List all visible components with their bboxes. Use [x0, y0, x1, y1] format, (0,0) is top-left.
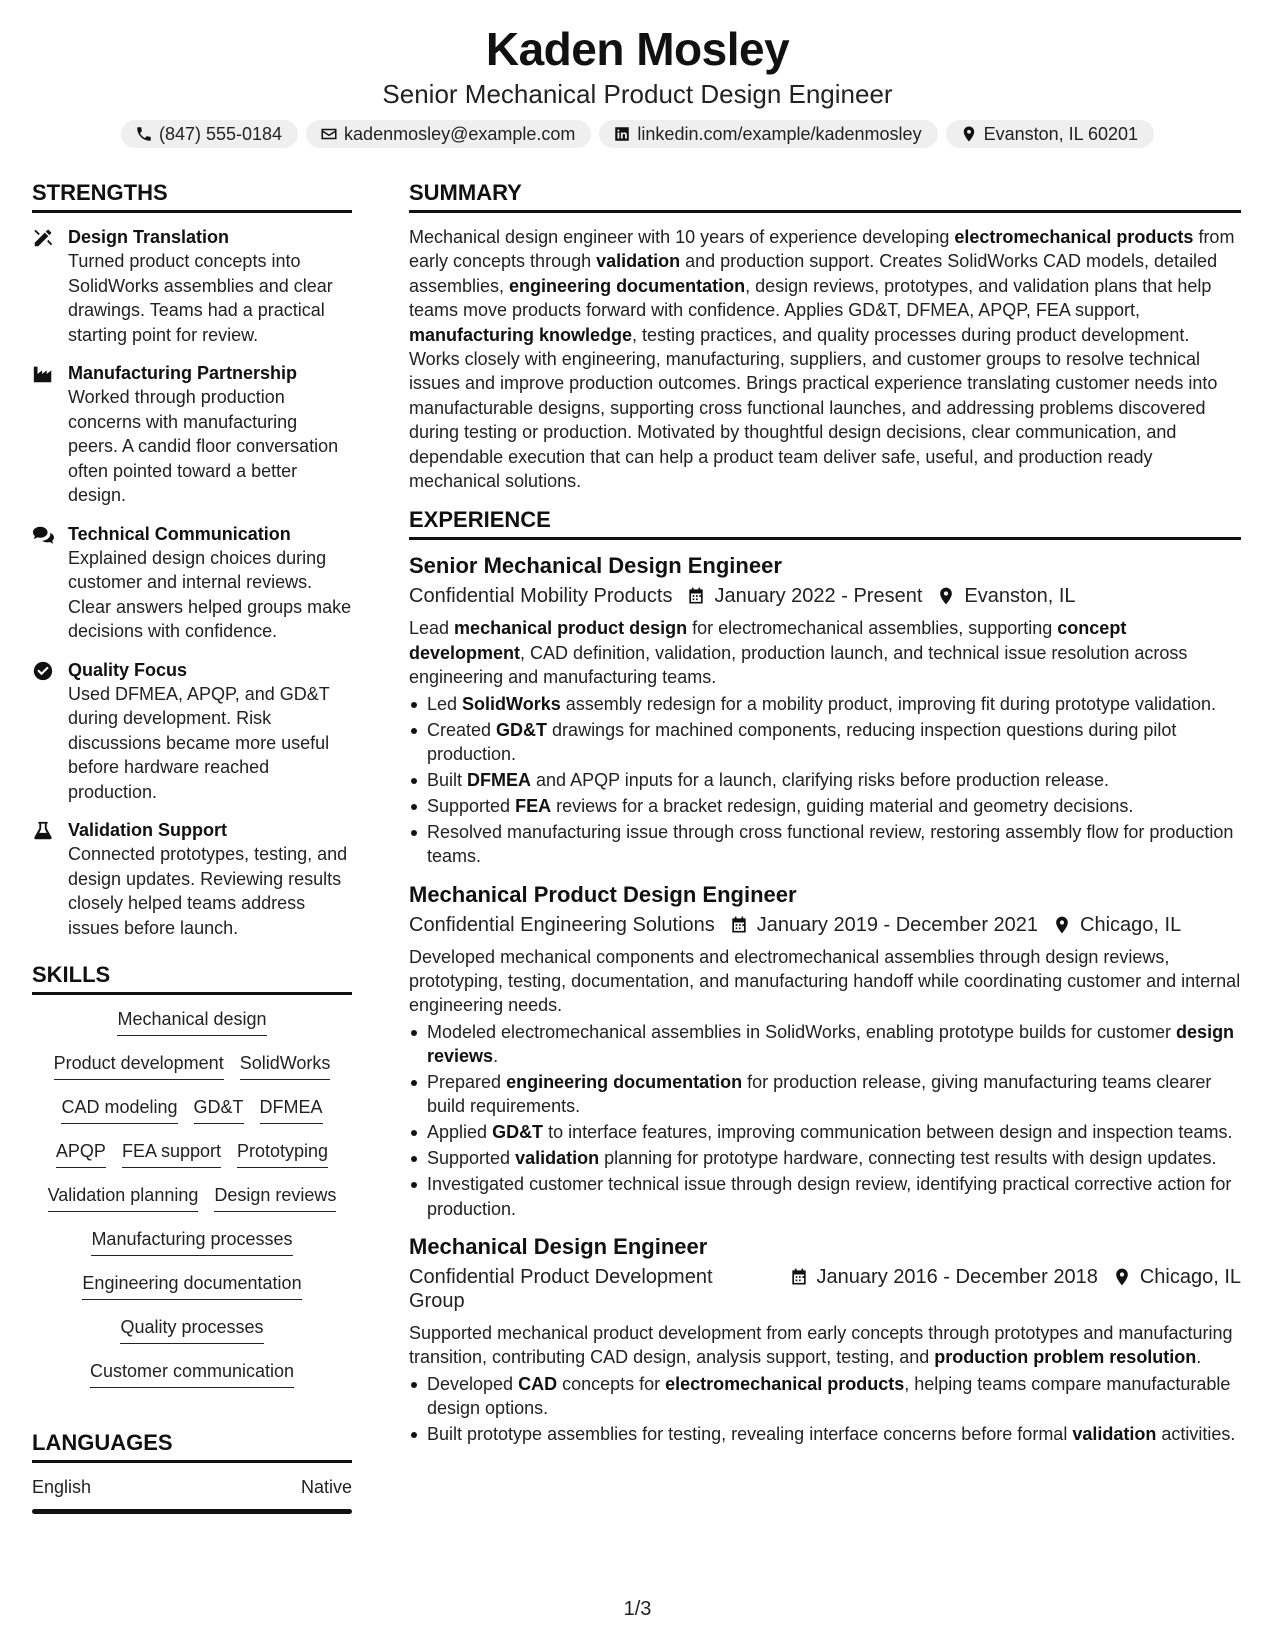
strength-item — [32, 361, 352, 508]
strength-desc: Worked through production concerns with manufacturing peers. A candid floor conversation often pointed toward a better design. — [68, 387, 339, 505]
job-bullet: Investigated customer technical issue through design review, identifying practical corrective action for production. — [409, 1172, 1241, 1221]
job-meta — [409, 584, 1241, 608]
skill-row — [32, 1227, 352, 1256]
contact-phone-text: (847) 555-0184 — [158, 124, 283, 144]
skill-tag: APQP — [56, 1139, 106, 1168]
candidate-title: Senior Mechanical Product Design Engineer — [382, 79, 893, 109]
skill-row — [32, 1095, 352, 1124]
skill-row — [32, 1051, 352, 1080]
skill-tag: DFMEA — [260, 1095, 323, 1124]
job-bullet: Built DFMEA and APQP inputs for a launch, clarifying risks before production release. — [409, 768, 1241, 792]
language-item — [32, 1475, 352, 1499]
strength-item — [32, 658, 352, 805]
job-bullet: Built prototype assemblies for testing, revealing interface concerns before formal validation activities. — [409, 1422, 1241, 1446]
language-name: English — [32, 1477, 92, 1497]
comments-icon — [32, 524, 54, 546]
skill-tag: SolidWorks — [240, 1051, 331, 1080]
job-bullet: Prepared engineering documentation for production release, giving manufacturing teams clearer build requirements. — [409, 1070, 1241, 1119]
job-dates — [686, 584, 922, 608]
job-entry — [409, 552, 1241, 868]
location-pin-icon — [960, 125, 978, 143]
resume-header — [0, 0, 1275, 148]
job-bullets — [409, 1020, 1241, 1221]
job-bullet: Led SolidWorks assembly redesign for a mobility product, improving fit during prototype validation. — [409, 692, 1241, 716]
strength-title: Validation Support — [68, 820, 228, 840]
job-bullet: Supported validation planning for prototype hardware, connecting test results with design updates. — [409, 1146, 1241, 1170]
job-dates-text: January 2019 - December 2021 — [756, 913, 1039, 936]
summary-text: Mechanical design engineer with 10 years of experience developing electromechanical products from early concepts through validation and production support. Creates SolidWorks CAD models, detailed assemblies, engineering documentation, design reviews, prototypes, and validation plans that help teams move products forward with confidence. Applies GD&T, DFMEA, APQP, FEA support, manufacturing knowledge, testing practices, and quality processes during product development. Works closely with engineering, manufacturing, suppliers, and customer groups to resolve technical issues and improve production outcomes. Brings practical experience translating customer needs into manufacturable designs, supporting cross functional launches, and addressing problems discovered during testing or production. Motivated by thoughtful design decisions, clear communication, and dependable execution that can help a product team deliver safe, useful, and production ready mechanical solutions. — [409, 227, 1235, 492]
job-dates — [729, 913, 1038, 937]
location-pin-icon — [1052, 915, 1072, 935]
job-bullet: Resolved manufacturing issue through cross functional review, restoring assembly flow for production teams. — [409, 820, 1241, 869]
linkedin-icon — [613, 125, 631, 143]
calendar-icon — [729, 915, 749, 935]
job-location-text: Chicago, IL — [1139, 1266, 1241, 1288]
strength-title: Quality Focus — [68, 659, 188, 680]
strength-desc: Used DFMEA, APQP, and GD&T during development. Risk discussions became more useful before hardware reached production. — [68, 683, 330, 802]
strength-desc: Connected prototypes, testing, and design updates. Reviewing results closely helped teams address issues before launch. — [68, 844, 348, 938]
summary-heading: SUMMARY — [409, 180, 1241, 213]
candidate-name: Kaden Mosley — [485, 23, 790, 75]
strength-title: Technical Communication — [68, 523, 291, 544]
industry-icon — [32, 363, 54, 385]
phone-icon — [135, 125, 153, 143]
location-pin-icon — [936, 586, 956, 606]
skill-row — [32, 1271, 352, 1300]
skill-tag: Manufacturing processes — [91, 1227, 292, 1256]
strength-title: Design Translation — [68, 227, 230, 247]
job-dates-text: January 2016 - December 2018 — [816, 1266, 1098, 1288]
job-bullet: Developed CAD concepts for electromechanical products, helping teams compare manufacturable design options. — [409, 1372, 1241, 1421]
strengths-heading: STRENGTHS — [32, 180, 352, 213]
job-title: Mechanical Design Engineer — [409, 1234, 708, 1259]
skill-tag: FEA support — [122, 1139, 221, 1168]
page-number: 1/3 — [623, 1598, 652, 1620]
skill-row — [32, 1007, 352, 1036]
contact-bar — [0, 120, 1275, 148]
job-entry — [409, 1233, 1241, 1447]
strength-desc: Explained design choices during customer and internal reviews. Clear answers helped groups make decisions with confidence. — [68, 547, 352, 641]
calendar-icon — [789, 1267, 809, 1287]
job-title: Mechanical Product Design Engineer — [409, 881, 797, 907]
envelope-icon — [320, 125, 338, 143]
language-level: Native — [300, 1477, 352, 1497]
languages-heading: LANGUAGES — [32, 1430, 352, 1463]
skill-tag: Validation planning — [48, 1183, 199, 1212]
job-location — [936, 584, 1075, 608]
strength-item — [32, 225, 352, 347]
contact-linkedin[interactable] — [599, 120, 937, 148]
calendar-icon — [686, 586, 706, 606]
skill-tag: Engineering documentation — [82, 1271, 301, 1300]
skill-tag: Mechanical design — [117, 1007, 266, 1036]
job-bullets — [409, 692, 1241, 869]
job-description: Supported mechanical product development from early concepts through prototypes and manufacturing transition, contributing CAD design, analysis support, testing, and production problem resolution. — [409, 1323, 1233, 1368]
experience-list — [409, 552, 1241, 1446]
skill-tag: Design reviews — [214, 1183, 336, 1212]
job-entry — [409, 881, 1241, 1221]
right-column — [409, 180, 1241, 1459]
contact-location-text: Evanston, IL 60201 — [983, 124, 1139, 144]
left-column — [32, 180, 352, 1514]
skill-row — [32, 1183, 352, 1212]
job-location-text: Evanston, IL — [964, 585, 1076, 608]
skill-tag: Quality processes — [120, 1315, 263, 1344]
flask-icon — [32, 820, 54, 842]
skill-tag: Product development — [54, 1051, 224, 1080]
job-meta — [409, 913, 1241, 937]
strength-title: Manufacturing Partnership — [68, 363, 298, 383]
job-company: Confidential Mobility Products — [409, 585, 673, 608]
job-bullet: Applied GD&T to interface features, improving communication between design and inspection teams. — [409, 1120, 1241, 1144]
experience-heading: EXPERIENCE — [409, 507, 1241, 540]
job-location-text: Chicago, IL — [1080, 913, 1182, 936]
job-company: Confidential Engineering Solutions — [409, 913, 715, 936]
strength-desc: Turned product concepts into SolidWorks assemblies and clear drawings. Teams had a practical starting point for review. — [68, 251, 333, 345]
skill-row — [32, 1139, 352, 1168]
job-bullet: Modeled electromechanical assemblies in SolidWorks, enabling prototype builds for customer design reviews. — [409, 1020, 1241, 1069]
skills-heading: SKILLS — [32, 962, 352, 995]
check-circle-icon — [32, 660, 54, 682]
job-meta — [409, 1265, 1241, 1313]
job-dates-text: January 2022 - Present — [714, 585, 923, 608]
job-location — [1052, 913, 1181, 937]
contact-email[interactable] — [306, 120, 591, 148]
contact-email-text: kadenmosley@example.com — [344, 124, 576, 144]
job-title: Senior Mechanical Design Engineer — [409, 553, 782, 579]
location-pin-icon — [1112, 1267, 1132, 1287]
job-company: Confidential Product Development Group — [409, 1266, 713, 1312]
job-dates — [789, 1265, 1098, 1289]
skills-list — [32, 1007, 352, 1388]
job-location — [1112, 1265, 1241, 1289]
job-bullets — [409, 1372, 1241, 1447]
skill-tag: Prototyping — [237, 1139, 328, 1168]
contact-location — [946, 120, 1154, 148]
job-description: Developed mechanical components and electromechanical assemblies through design reviews, prototyping, testing, documentation, and manufacturing handoff while coordinating customer and internal engineering needs. — [409, 946, 1241, 1016]
skill-row — [32, 1315, 352, 1344]
contact-linkedin-text: linkedin.com/example/kadenmosley — [637, 124, 922, 144]
skill-tag: CAD modeling — [61, 1095, 177, 1124]
job-bullet: Supported FEA reviews for a bracket redesign, guiding material and geometry decisions. — [409, 794, 1241, 818]
contact-phone[interactable] — [121, 120, 298, 148]
strength-item — [32, 522, 352, 644]
language-level-bar — [32, 1509, 352, 1514]
job-description: Lead mechanical product design for electromechanical assemblies, supporting concept development, CAD definition, validation, production launch, and technical issue resolution across engineering and manufacturing teams. — [409, 618, 1188, 688]
job-bullet: Created GD&T drawings for machined components, reducing inspection questions during pilot production. — [409, 718, 1241, 767]
skill-tag: Customer communication — [90, 1359, 294, 1388]
strength-item — [32, 818, 352, 940]
skill-tag: GD&T — [194, 1095, 244, 1124]
skill-row — [32, 1359, 352, 1388]
pencil-ruler-icon — [32, 227, 54, 249]
